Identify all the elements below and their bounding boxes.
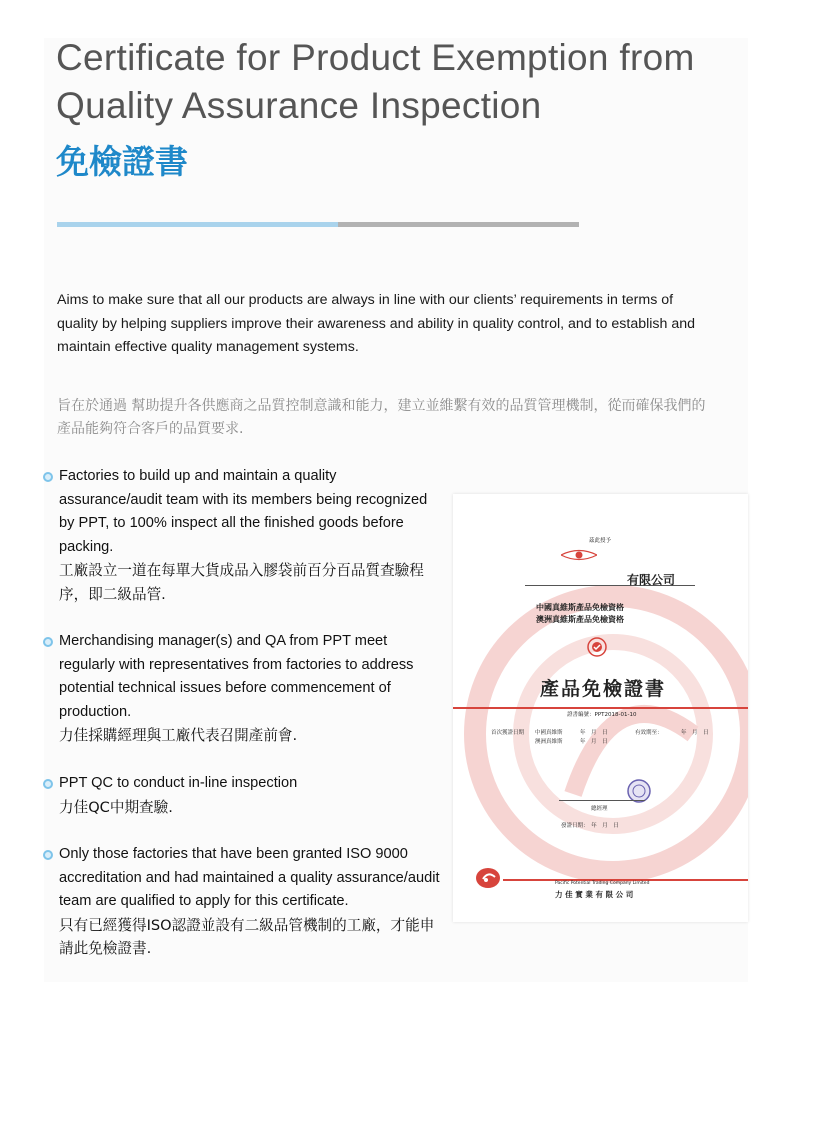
bullet-text-en: Factories to build up and maintain a quality assurance/audit team with its members being recognized by PPT, to 100% inspect all the finished goods before packing. [59, 468, 428, 555]
bullet-text-zh: 力佳採購經理與工廠代表召開產前會. [59, 727, 298, 745]
cert-date-au: 年 月 日 [580, 739, 608, 745]
bullet-icon [43, 637, 53, 647]
bullet-icon [43, 472, 53, 482]
cert-valid-until: 有效期至： [635, 730, 663, 736]
divider-blue [57, 222, 338, 227]
cert-company-en: Pacific Potential Trading Company Limited [555, 881, 650, 886]
cert-company-zh: 力 佳 實 業 有 限 公 司 [555, 890, 634, 899]
intro-paragraph-en: Aims to make sure that all our products are always in line with our clients’ requirements in terms of quality by helping suppliers improve their awareness and ability in quality control, and to establish and maintain effective quality management systems. [57, 292, 696, 355]
cert-region-au: 澳洲真維斯 [535, 739, 563, 745]
bullet-text-en: PPT QC to conduct in-line inspection [59, 775, 298, 791]
bullet-icon [43, 850, 53, 860]
cert-first-issue-label: 首次獲證日期 [491, 730, 525, 736]
list-item [43, 843, 443, 961]
bullet-text-en: Merchandising manager(s) and QA from PPT meet regularly with representatives from factories to address potential technical issues before commencement of production. [59, 633, 414, 720]
list-item [43, 630, 443, 748]
seal-icon [586, 636, 608, 658]
bullet-icon [43, 779, 53, 789]
page-title-zh: 免檢證書 [56, 142, 188, 181]
page-title-en: Certificate for Product Exemption from Quality Assurance Inspection [56, 37, 695, 126]
cert-qualification-au: 澳洲真維斯產品免檢資格 [536, 615, 624, 624]
cert-valid-date: 年 月 日 [681, 730, 709, 736]
cert-region-cn: 中國真維斯 [535, 730, 563, 736]
cert-issue-date: 發證日期： 年 月 日 [561, 823, 619, 829]
bullet-text-en: Only those factories that have been granted ISO 9000 accreditation and had maintained a quality assurance/audit team are qualified to apply for this certificate. [59, 846, 440, 910]
cert-gm: 總經理 [591, 806, 608, 812]
divider-grey [338, 222, 579, 227]
bullet-text-zh: 工廠設立一道在每單大貨成品入膠袋前百分百品質查驗程序，即二級品管. [59, 562, 424, 603]
cert-date-cn: 年 月 日 [580, 730, 608, 736]
bullet-text-zh: 只有已經獲得ISO認證並設有二級品管機制的工廠，才能申請此免檢證書. [59, 916, 435, 958]
certificate-image [453, 494, 748, 922]
ribbon-icon [561, 548, 597, 562]
cert-number: 證書編號：PPT2018-01-10 [567, 712, 637, 718]
cert-qualification-cn: 中國真維斯產品免檢資格 [536, 603, 624, 612]
cert-title: 產品免檢證書 [540, 678, 667, 700]
company-logo-icon [475, 866, 503, 890]
signature-line [559, 800, 645, 801]
cert-company-suffix: 有限公司 [627, 573, 676, 587]
list-item [43, 772, 443, 819]
list-item [43, 465, 443, 607]
cert-awarded-to: 茲此授予 [589, 538, 612, 544]
cert-divider [453, 707, 748, 709]
bullet-text-zh: 力佳QC中期查驗. [59, 798, 173, 816]
intro-paragraph-zh: 旨在於通過 幫助提升各供應商之品質控制意識和能力，建立並維繫有效的品質管理機制，從而確保我們的產品能夠符合客戶的品質要求. [57, 398, 706, 437]
